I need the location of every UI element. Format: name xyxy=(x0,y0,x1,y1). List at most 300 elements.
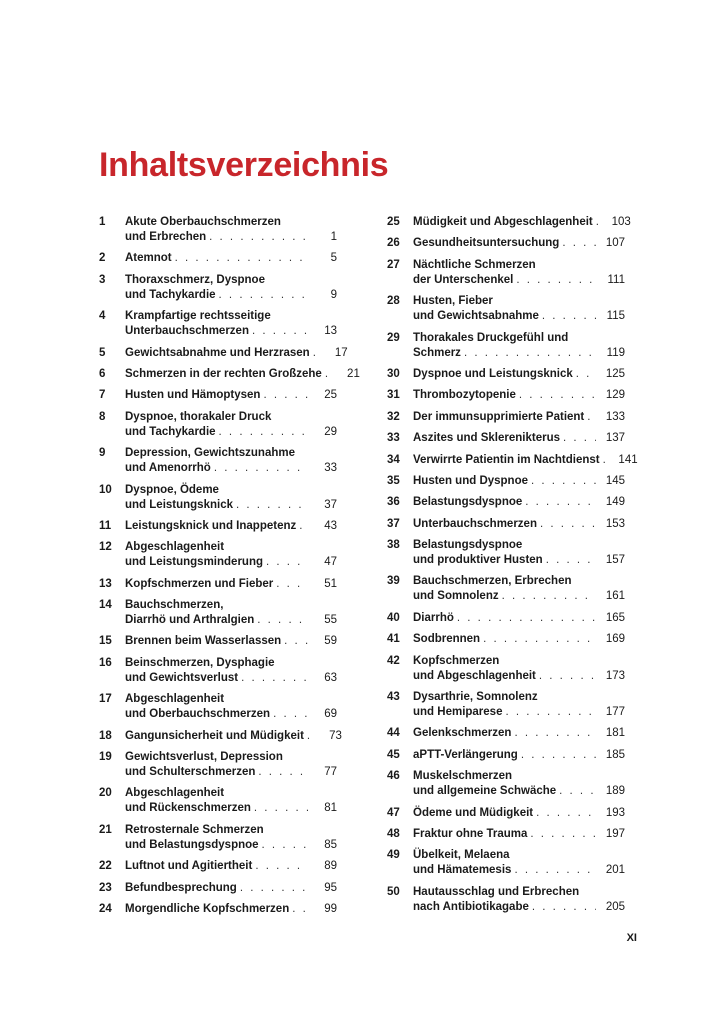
toc-entry-body xyxy=(413,726,625,741)
toc-entry xyxy=(99,786,337,816)
toc-entry-page: 119 xyxy=(606,346,625,359)
toc-entry-title-line: Übelkeit, Melaena xyxy=(413,849,510,862)
toc-entry-body xyxy=(413,654,625,684)
dot-leader xyxy=(313,346,319,361)
dot-leader xyxy=(521,748,596,763)
toc-entry-page: 173 xyxy=(605,669,625,682)
toc-entry-body xyxy=(125,692,337,722)
dot-leader xyxy=(292,902,308,917)
toc-entry-last-line xyxy=(413,367,625,382)
toc-entry-last-line xyxy=(413,453,638,468)
toc-entry-body xyxy=(125,540,337,570)
dot-leader xyxy=(542,309,596,324)
toc-entry-number: 20 xyxy=(99,787,112,800)
toc-entry xyxy=(99,729,342,744)
toc-entry-last-line xyxy=(125,461,337,476)
toc-entry-number: 32 xyxy=(387,410,400,423)
toc-entry-last-line xyxy=(125,230,337,245)
toc-entry xyxy=(387,611,625,626)
toc-entry-last-line xyxy=(413,517,625,532)
toc-entry-title-line: Gangunsicherheit und Müdigkeit xyxy=(125,729,304,742)
toc-entry-last-line xyxy=(125,671,337,686)
toc-entry-last-line xyxy=(125,555,337,570)
toc-entry-page: 197 xyxy=(605,827,625,840)
toc-entry-body xyxy=(413,574,625,604)
toc-entry-title-line: Diarrhö xyxy=(413,611,454,624)
toc-entry-number: 47 xyxy=(387,806,400,819)
toc-entry-title-line: Krampfartige rechtsseitige xyxy=(125,310,271,323)
toc-entry xyxy=(99,446,337,476)
toc-entry-page: 21 xyxy=(347,367,360,380)
toc-entry-body xyxy=(125,823,337,853)
toc-entry-body xyxy=(413,538,625,568)
toc-entry-number: 12 xyxy=(99,541,112,554)
toc-entry xyxy=(387,215,631,230)
toc-entry-last-line xyxy=(125,881,337,896)
toc-entry-body xyxy=(125,346,348,361)
toc-entry-page: 43 xyxy=(324,519,337,532)
toc-entry-body xyxy=(413,806,625,821)
toc-entry-body xyxy=(125,410,337,440)
toc-entry-title-line: Abgeschlagenheit xyxy=(125,787,225,800)
toc-entry-title-line: Thorakales Druckgefühl und xyxy=(413,331,569,344)
toc-entry-page: 133 xyxy=(605,410,625,423)
toc-entry-page: 185 xyxy=(605,748,625,761)
toc-entry-body xyxy=(413,410,625,425)
toc-entry-title-line: Gewichtsverlust, Depression xyxy=(125,751,283,764)
toc-entry-number: 34 xyxy=(387,453,400,466)
toc-entry-body xyxy=(413,236,625,251)
toc-entry-title-line: Dyspnoe, thorakaler Druck xyxy=(125,410,272,423)
toc-entry-number: 16 xyxy=(99,656,112,669)
toc-entry xyxy=(387,748,625,763)
toc-entry-title-line: Retrosternale Schmerzen xyxy=(125,823,264,836)
toc-entry-page: 85 xyxy=(324,838,337,851)
toc-entry xyxy=(387,294,625,324)
dot-leader xyxy=(587,410,596,425)
dot-leader xyxy=(240,881,308,896)
dot-leader xyxy=(562,236,596,251)
toc-entry-body xyxy=(413,690,625,720)
dot-leader xyxy=(563,431,596,446)
toc-entry-body xyxy=(413,611,625,626)
toc-entry-last-line xyxy=(125,498,337,513)
dot-leader xyxy=(254,801,308,816)
toc-entry-number: 33 xyxy=(387,432,400,445)
toc-entry-page: 129 xyxy=(605,389,625,402)
toc-entry xyxy=(99,483,337,513)
toc-entry-last-line xyxy=(413,611,625,626)
dot-leader xyxy=(596,215,602,230)
toc-entry-number: 36 xyxy=(387,496,400,509)
toc-entry xyxy=(387,474,625,489)
toc-entry-body xyxy=(413,258,625,288)
dot-leader xyxy=(502,589,596,604)
toc-entry-number: 19 xyxy=(99,751,112,764)
toc-entry xyxy=(387,388,625,403)
toc-entry-body xyxy=(125,598,337,628)
toc-entry-title-line: Dysarthrie, Somnolenz xyxy=(413,691,538,704)
toc-entry-page: 95 xyxy=(324,881,337,894)
toc-entry-page: 89 xyxy=(324,860,337,873)
toc-entry-page: 17 xyxy=(334,346,348,359)
dot-leader xyxy=(241,671,308,686)
toc-entry-title-line: Bauchschmerzen, Erbrechen xyxy=(413,575,572,588)
toc-entry-last-line xyxy=(125,838,337,853)
toc-entry xyxy=(387,574,625,604)
toc-entry-last-line xyxy=(413,726,625,741)
toc-entry-last-line xyxy=(413,495,625,510)
toc-entry-page: 205 xyxy=(605,900,625,913)
dot-leader xyxy=(252,324,308,339)
toc-entry-title-line: Brennen beim Wasserlassen xyxy=(125,635,282,648)
toc-entry-last-line xyxy=(413,900,625,915)
toc-entry xyxy=(99,598,337,628)
toc-entry-body xyxy=(413,517,625,532)
toc-entry-title-line: Belastungsdyspnoe xyxy=(413,539,523,552)
toc-entry-title-line: Gelenkschmerzen xyxy=(413,727,512,740)
dot-leader xyxy=(276,577,308,592)
toc-entry xyxy=(387,367,625,382)
dot-leader xyxy=(307,729,313,744)
toc-entry-number: 13 xyxy=(99,577,112,590)
toc-entry-number: 48 xyxy=(387,827,400,840)
toc-entry-title-line: Beinschmerzen, Dysphagie xyxy=(125,656,275,669)
toc-entry-number: 29 xyxy=(387,331,400,344)
toc-entry-title-line: Muskelschmerzen xyxy=(413,770,513,783)
toc-entry-page: 37 xyxy=(324,498,337,511)
page-title: Inhaltsverzeichnis xyxy=(99,146,389,184)
toc-entry xyxy=(99,273,337,303)
toc-entry xyxy=(387,654,625,684)
dot-leader xyxy=(536,806,596,821)
toc-entry-number: 46 xyxy=(387,770,400,783)
toc-entry-number: 21 xyxy=(99,823,112,836)
dot-leader xyxy=(219,425,308,440)
toc-entry-last-line xyxy=(413,273,625,288)
toc-entry-title-line: und Hämatemesis xyxy=(413,864,512,877)
toc-entry-title-line: und Rückenschmerzen xyxy=(125,802,251,815)
dot-leader xyxy=(457,611,596,626)
toc-entry-number: 50 xyxy=(387,885,400,898)
toc-entry-page: 165 xyxy=(605,611,625,624)
toc-entry-last-line xyxy=(413,236,625,251)
toc-entry xyxy=(387,827,625,842)
dot-leader xyxy=(603,453,609,468)
toc-entry xyxy=(99,519,337,534)
toc-entry-page: 137 xyxy=(605,432,625,445)
toc-entry-title-line: und Schulterschmerzen xyxy=(125,766,256,779)
toc-entry-page: 189 xyxy=(605,785,625,798)
toc-entry-number: 4 xyxy=(99,310,106,323)
toc-entry-title-line: und Oberbauchschmerzen xyxy=(125,708,271,721)
toc-entry-title-line: und produktiver Husten xyxy=(413,554,543,567)
toc-entry-page: 149 xyxy=(605,496,625,509)
toc-entry-body xyxy=(413,748,625,763)
toc-entry-page: 201 xyxy=(605,864,625,877)
toc-entry-body xyxy=(125,446,337,476)
toc-entry-number: 18 xyxy=(99,729,112,742)
toc-entry-page: 141 xyxy=(618,453,638,466)
toc-entry-last-line xyxy=(125,801,337,816)
dot-leader xyxy=(532,900,596,915)
toc-entry-body xyxy=(125,881,337,896)
toc-entry-title-line: Schmerzen in der rechten Großzehe xyxy=(125,367,322,380)
toc-entry-last-line xyxy=(125,388,337,403)
toc-entry-last-line xyxy=(125,613,337,628)
toc-entry-body xyxy=(125,309,337,339)
dot-leader xyxy=(576,367,596,382)
dot-leader xyxy=(539,669,596,684)
toc-entry-page: 107 xyxy=(605,237,625,250)
toc-entry-title-line: Husten, Fieber xyxy=(413,295,493,308)
toc-entry-page: 63 xyxy=(324,671,337,684)
toc-entry-body xyxy=(125,577,337,592)
toc-entry-number: 11 xyxy=(99,519,112,532)
toc-entry-last-line xyxy=(413,827,625,842)
toc-entry-number: 17 xyxy=(99,693,112,706)
toc-entry-body xyxy=(413,431,625,446)
toc-entry-body xyxy=(125,215,337,245)
toc-entry-title-line: Nächtliche Schmerzen xyxy=(413,258,536,271)
toc-entry-title-line: Husten und Hämoptysen xyxy=(125,389,261,402)
toc-entry-body xyxy=(413,827,625,842)
toc-entry-last-line xyxy=(413,589,625,604)
toc-entry-body xyxy=(413,495,625,510)
toc-entry xyxy=(99,540,337,570)
toc-entry-body xyxy=(125,273,337,303)
toc-entry-page: 169 xyxy=(605,633,625,646)
toc-entry-body xyxy=(413,632,625,647)
toc-entry xyxy=(387,331,625,361)
dot-leader xyxy=(516,273,596,288)
toc-entry-last-line xyxy=(125,577,337,592)
toc-entry-number: 49 xyxy=(387,849,400,862)
dot-leader xyxy=(257,613,308,628)
toc-entry-page: 51 xyxy=(324,577,337,590)
toc-entry-last-line xyxy=(413,388,625,403)
toc-entry-title-line: Husten und Dyspnoe xyxy=(413,474,529,487)
toc-entry-page: 177 xyxy=(605,706,625,719)
toc-entry-number: 2 xyxy=(99,252,106,265)
toc-entry-body xyxy=(125,483,337,513)
toc-entry-last-line xyxy=(413,863,625,878)
toc-entry xyxy=(99,634,337,649)
toc-entry-number: 14 xyxy=(99,599,112,612)
toc-entry xyxy=(387,632,625,647)
toc-entry-last-line xyxy=(125,367,360,382)
toc-entry-number: 23 xyxy=(99,881,112,894)
toc-entry-last-line xyxy=(413,215,631,230)
toc-entry-number: 1 xyxy=(99,216,106,228)
dot-leader xyxy=(255,859,308,874)
toc-entry-title-line: und Amenorrhö xyxy=(125,462,211,475)
toc-entry-body xyxy=(125,251,337,266)
toc-entry-page: 157 xyxy=(605,554,625,567)
toc-entry-title-line: Gewichtsabnahme und Herzrasen xyxy=(125,346,310,359)
toc-entry-title-line: Thoraxschmerz, Dyspnoe xyxy=(125,273,265,286)
toc-entry xyxy=(99,577,337,592)
toc-entry-body xyxy=(413,215,631,230)
toc-entry xyxy=(99,881,337,896)
toc-entry-number: 44 xyxy=(387,727,400,740)
toc-entry-number: 41 xyxy=(387,633,400,646)
toc-entry-title-line: Luftnot und Agitiertheit xyxy=(125,860,253,873)
toc-entry-title-line: und Belastungsdyspnoe xyxy=(125,838,259,851)
toc-entry-number: 35 xyxy=(387,474,400,487)
toc-entry-title-line: Thrombozytopenie xyxy=(413,389,516,402)
toc-entry-title-line: und allgemeine Schwäche xyxy=(413,785,557,798)
toc-entry-title-line: Fraktur ohne Trauma xyxy=(413,827,528,840)
toc-entry-body xyxy=(413,848,625,878)
toc-entry-title-line: Hautausschlag und Erbrechen xyxy=(413,885,580,898)
toc-entry-body xyxy=(125,519,337,534)
toc-entry xyxy=(99,410,337,440)
toc-entry-title-line: und Hemiparese xyxy=(413,706,503,719)
toc-entry xyxy=(99,656,337,686)
toc-column-left xyxy=(99,215,360,923)
toc-entry-title-line: Abgeschlagenheit xyxy=(125,693,225,706)
toc-entry-number: 24 xyxy=(99,902,112,915)
toc-entry xyxy=(99,823,337,853)
toc-entry-body xyxy=(125,388,337,403)
toc-entry-number: 15 xyxy=(99,635,112,648)
toc-entry xyxy=(387,517,625,532)
toc-entry xyxy=(99,215,337,245)
dot-leader xyxy=(236,498,308,513)
dot-leader xyxy=(214,461,308,476)
toc-entry-title-line: Bauchschmerzen, xyxy=(125,599,224,612)
toc-entry-last-line xyxy=(413,784,625,799)
toc-entry-title-line: und Erbrechen xyxy=(125,231,207,243)
toc-entry-number: 37 xyxy=(387,517,400,530)
toc-entry-body xyxy=(413,294,625,324)
toc-entry-title-line: Ödeme und Müdigkeit xyxy=(413,806,534,819)
toc-entry-title-line: Leistungsknick und Inappetenz xyxy=(125,519,297,532)
toc-entry-title-line: Akute Oberbauchschmerzen xyxy=(125,216,281,228)
toc-entry xyxy=(99,750,337,780)
toc-entry-body xyxy=(125,729,342,744)
toc-entry-title-line: und Abgeschlagenheit xyxy=(413,669,536,682)
dot-leader xyxy=(258,765,308,780)
toc-entry-last-line xyxy=(125,902,337,917)
toc-entry xyxy=(387,538,625,568)
toc-entry xyxy=(99,367,360,382)
toc-entry-title-line: und Gewichtsabnahme xyxy=(413,310,539,323)
dot-leader xyxy=(263,388,308,403)
toc-entry-number: 9 xyxy=(99,447,106,460)
toc-entry-title-line: und Leistungsknick xyxy=(125,498,233,511)
toc-entry xyxy=(387,495,625,510)
toc-entry-body xyxy=(125,902,337,917)
toc-entry xyxy=(99,346,348,361)
toc-entry xyxy=(99,902,337,917)
toc-entry-last-line xyxy=(413,553,625,568)
dot-leader xyxy=(325,367,331,382)
dot-leader xyxy=(284,634,308,649)
dot-leader xyxy=(464,346,596,361)
toc-entry-page: 33 xyxy=(324,462,337,475)
toc-entry-number: 26 xyxy=(387,237,400,250)
dot-leader xyxy=(540,517,596,532)
dot-leader xyxy=(483,632,596,647)
dot-leader xyxy=(299,519,308,534)
toc-column-right xyxy=(387,215,638,921)
toc-entry-title-line: Depression, Gewichtszunahme xyxy=(125,447,295,460)
toc-entry-last-line xyxy=(125,729,342,744)
toc-entry-number: 38 xyxy=(387,539,400,552)
toc-entry-page: 77 xyxy=(324,766,337,779)
toc-entry xyxy=(387,431,625,446)
toc-entry-last-line xyxy=(413,309,625,324)
dot-leader xyxy=(546,553,596,568)
toc-entry-body xyxy=(413,885,625,915)
toc-entry-last-line xyxy=(125,707,337,722)
toc-entry-title-line: Dyspnoe und Leistungsknick xyxy=(413,367,573,380)
dot-leader xyxy=(219,288,308,303)
toc-entry-body xyxy=(413,367,625,382)
toc-entry-number: 8 xyxy=(99,410,106,423)
toc-entry-title-line: Diarrhö und Arthralgien xyxy=(125,614,255,627)
dot-leader xyxy=(266,555,308,570)
toc-entry-page: 161 xyxy=(605,590,625,603)
toc-entry-title-line: Atemnot xyxy=(125,252,172,265)
toc-entry-last-line xyxy=(413,748,625,763)
toc-entry-number: 39 xyxy=(387,575,400,588)
toc-entry-page: 13 xyxy=(324,325,337,338)
toc-entry-title-line: Belastungsdyspnoe xyxy=(413,496,523,509)
toc-entry xyxy=(387,453,638,468)
toc-entry-title-line: aPTT-Verlängerung xyxy=(413,748,518,761)
dot-leader xyxy=(209,230,308,245)
toc-entry-body xyxy=(413,474,625,489)
toc-entry xyxy=(387,236,625,251)
toc-entry-last-line xyxy=(125,859,337,874)
toc-entry xyxy=(99,692,337,722)
dot-leader xyxy=(262,838,308,853)
toc-entry-body xyxy=(125,367,360,382)
toc-entry xyxy=(387,410,625,425)
toc-entry-title-line: und Tachykardie xyxy=(125,288,216,301)
dot-leader xyxy=(273,707,308,722)
toc-entry-page: 111 xyxy=(607,273,625,286)
dot-leader xyxy=(559,784,596,799)
toc-entry-body xyxy=(413,331,625,361)
toc-entry xyxy=(99,859,337,874)
toc-entry-title-line: Unterbauchschmerzen xyxy=(125,325,249,338)
toc-entry-page: 25 xyxy=(324,389,337,402)
dot-leader xyxy=(530,827,596,842)
toc-entry-last-line xyxy=(413,431,625,446)
toc-entry-number: 45 xyxy=(387,748,400,761)
toc-entry-last-line xyxy=(125,324,337,339)
toc-entry-title-line: Gesundheitsuntersuchung xyxy=(413,237,560,250)
toc-entry-body xyxy=(125,786,337,816)
toc-entry-page: 145 xyxy=(605,474,625,487)
dot-leader xyxy=(519,388,596,403)
toc-entry-last-line xyxy=(413,346,625,361)
toc-entry-body xyxy=(413,388,625,403)
toc-entry-number: 5 xyxy=(99,346,106,359)
toc-entry-title-line: Abgeschlagenheit xyxy=(125,541,225,554)
toc-entry xyxy=(387,885,625,915)
toc-entry xyxy=(99,309,337,339)
toc-entry-number: 42 xyxy=(387,654,400,667)
toc-entry-last-line xyxy=(413,474,625,489)
toc-entry-last-line xyxy=(413,705,625,720)
toc-entry-number: 10 xyxy=(99,483,112,496)
toc-entry-number: 7 xyxy=(99,389,106,402)
